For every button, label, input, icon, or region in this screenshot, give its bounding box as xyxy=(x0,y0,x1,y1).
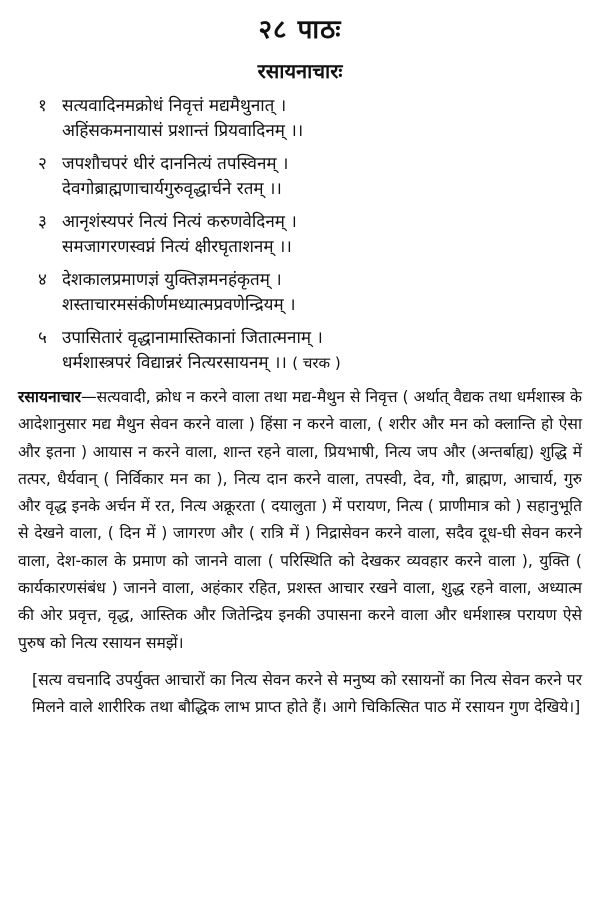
verse-line xyxy=(38,268,572,293)
verse-text: आनृशंस्यपरं नित्यं नित्यं करुणवेदिनम् । xyxy=(62,212,297,232)
verse-number: २ xyxy=(38,154,47,174)
lesson-title: २८ पाठः xyxy=(258,15,342,45)
bracketed-note: [सत्य वचनादि उपर्युक्त आचारों का नित्य सेवन करने से मनुष्य को रसायनों का नित्य सेवन करने पर मिलने वाले शारीरिक तथा बौद्धिक लाभ प्राप्त होते हैं। आगे चिकित्सित पाठ में रसायन गुण देखिये।] xyxy=(32,670,582,717)
commentary-text: —सत्यवादी, क्रोध न करने वाला तथा मद्य-मैथुन से निवृत्त ( अर्थात् वैद्यक तथा धर्मशास्त्र के आदेशानुसार मद्य मैथुन सेवन करने वाला ) हिंसा न करने वाला, ( शरीर और मन को क्लान्ति हो ऐसा और इतना ) आयास न करने वाला, शान्त रहने वाला, प्रियभाषी, नित्य जप और (अन्तर्बाह्य) शुद्धि में तत्पर, धैर्यवान् ( निर्विकार मन का ), नित्य दान करने वाला, तपस्वी, देव, गौ, ब्राह्मण, आचार्य, गुरु और वृद्ध इनके अर्चन में रत, नित्य अक्रूरता ( दयालुता ) में परायण, नित्य ( प्राणीमात्र को ) सहानुभूति से देखने वाला, ( दिन में ) जागरण और ( रात्रि में ) निद्रासेवन करने वाला, सदैव दूध-घी सेवन करने वाला, देश-काल के प्रमाण को जानने वाला ( परिस्थिति को देखकर व्यवहार करने वाला ), युक्ति ( कार्यकारणसंबंध ) जानने वाला, अहंकार रहित, प्रशस्त आचार रखने वाला, शुद्ध रहने वाला, अध्यात्म की ओर प्रवृत्त, वृद्ध, आस्तिक और जितेन्द्रिय इनकी उपासना करने वाला और धर्मशास्त्र परायण ऐसे पुरुष को नित्य रसायन समझें। xyxy=(18,388,582,652)
verse-line: देवगोब्राह्मणाचार्यगुरुवृद्धार्चने रतम् ।। xyxy=(62,179,282,199)
verse-line: शस्ताचारमसंकीर्णमध्यात्मप्रवणेन्द्रियम् । xyxy=(62,295,296,315)
verse-text: धर्मशास्त्रपरं विद्यान्नरं नित्यरसायनम् ।। xyxy=(62,353,287,373)
verse-line xyxy=(38,210,572,235)
verse-line xyxy=(38,351,572,376)
verse-3 xyxy=(38,210,572,260)
verse-line xyxy=(38,94,572,119)
commentary-heading: रसायनाचार xyxy=(18,388,82,406)
verse-4 xyxy=(38,268,572,318)
verse-text: देशकालप्रमाणज्ञं युक्तिज्ञमनहंकृतम् । xyxy=(62,270,282,290)
verse-1 xyxy=(38,94,572,144)
verse-line xyxy=(38,152,572,177)
verse-line xyxy=(38,326,572,351)
verse-5 xyxy=(38,326,572,376)
verse-number: १ xyxy=(38,96,47,116)
verse-2 xyxy=(38,152,572,202)
verse-text: उपासितारं वृद्धानामास्तिकानां जितात्मनाम् । xyxy=(62,328,323,348)
verse-text: सत्यवादिनमक्रोधं निवृत्तं मद्यमैथुनात् । xyxy=(62,96,287,116)
topic-title: रसायनाचारः xyxy=(257,59,343,83)
verse-block xyxy=(38,94,572,376)
verse-number: ३ xyxy=(38,212,47,232)
commentary-paragraph xyxy=(18,384,582,657)
verse-number: ४ xyxy=(38,270,47,290)
verse-number: ५ xyxy=(38,328,47,348)
verse-line: समजागरणस्वप्नं नित्यं क्षीरघृताशनम् ।। xyxy=(62,237,292,257)
verse-line: अहिंसकमनायासं प्रशान्तं प्रियवादिनम् ।। xyxy=(62,121,304,141)
verse-text: जपशौचपरं धीरं दाननित्यं तपस्विनम् । xyxy=(62,154,289,174)
source-citation: ( चरक ) xyxy=(292,354,341,372)
